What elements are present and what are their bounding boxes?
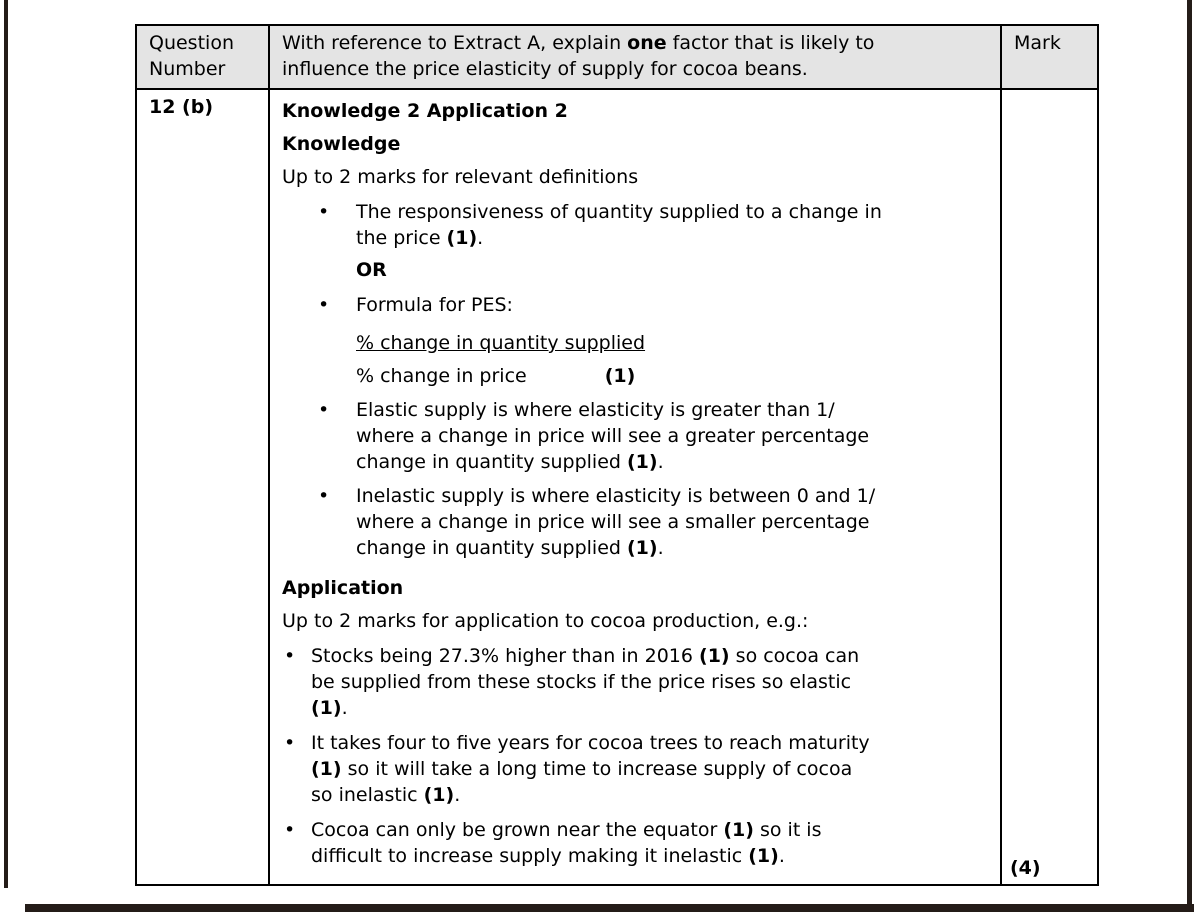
bullet-marker: • <box>284 819 296 841</box>
formula-denominator: % change in price <box>356 365 527 387</box>
knowledge-bullet-3-text: Elastic supply is where elasticity is greater than 1/ where a change in price will see a greater percentage change in quantity supplied (1). <box>356 399 870 473</box>
formula-numerator: % change in quantity supplied <box>356 332 646 354</box>
knowledge-bullet-3 <box>282 397 992 475</box>
knowledge-bullet-4-text: Inelastic supply is where elasticity is between 0 and 1/ where a change in price will see a smaller percentage change in quantity supplied (1). <box>356 485 876 559</box>
knowledge-bullet-2 <box>282 292 992 318</box>
table-body-row <box>136 89 1098 885</box>
application-bullet-1-text: Stocks being 27.3% higher than in 2016 (1) so cocoa can be supplied from these stocks if the price rises so elastic (1). <box>311 645 860 719</box>
bullet-marker: • <box>318 294 330 316</box>
bullet-marker: • <box>318 201 330 223</box>
application-bullet-3 <box>282 817 992 869</box>
knowledge-bullet-1 <box>282 199 992 251</box>
question-number-cell: 12 (b) <box>136 89 269 885</box>
bullet-marker: • <box>318 485 330 507</box>
formula-label: Formula for PES: <box>356 294 513 316</box>
application-bullet-2 <box>282 730 992 808</box>
bullet-marker: • <box>284 732 296 754</box>
knowledge-intro: Up to 2 marks for relevant definitions <box>282 166 639 188</box>
knowledge-heading: Knowledge <box>282 133 401 155</box>
question-number-header-cell: Question Number <box>136 25 269 89</box>
mark-cell <box>1001 89 1098 885</box>
knowledge-application-heading: Knowledge 2 Application 2 <box>282 100 568 122</box>
bullet-marker: • <box>284 645 296 667</box>
formula-mark-point: (1) <box>604 365 636 387</box>
answer-cell <box>269 89 1001 885</box>
knowledge-bullet-4 <box>282 483 992 561</box>
page-scan-border-left <box>4 0 8 888</box>
application-bullet-3-text: Cocoa can only be grown near the equator (1) so it is difficult to increase supply making it inelastic (1). <box>311 819 822 867</box>
or-label: OR <box>356 259 387 281</box>
formula-denominator-row <box>356 363 992 389</box>
bullet-marker: • <box>318 399 330 421</box>
page-scan-border-bottom <box>25 904 1194 912</box>
mark-header-cell: Mark <box>1001 25 1098 89</box>
application-heading: Application <box>282 577 404 599</box>
page-scan-border-right <box>1187 0 1192 912</box>
knowledge-bullet-1-text: The responsiveness of quantity supplied to a change in the price (1). <box>356 201 882 249</box>
pes-formula <box>356 324 992 389</box>
table-header-row <box>136 25 1098 89</box>
question-text-header-cell: With reference to Extract A, explain one factor that is likely to influence the price elasticity of supply for cocoa beans. <box>269 25 1001 89</box>
application-bullet-2-text: It takes four to five years for cocoa trees to reach maturity (1) so it will take a long time to increase supply of cocoa so inelastic (1). <box>311 732 870 806</box>
mark-value: (4) <box>1010 857 1041 879</box>
application-bullet-1 <box>282 643 992 721</box>
markscheme-table <box>135 24 1099 886</box>
application-intro: Up to 2 marks for application to cocoa production, e.g.: <box>282 610 809 632</box>
